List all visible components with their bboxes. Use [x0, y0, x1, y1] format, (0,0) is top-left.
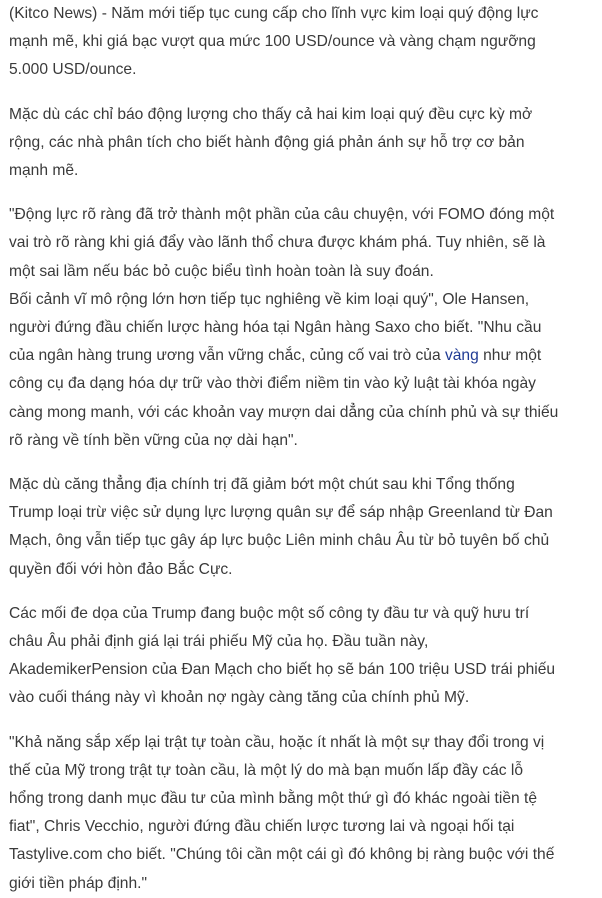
article-paragraph [9, 600, 602, 713]
text-line: thế của Mỹ trong trật tự toàn cầu, là một lý do mà bạn muốn lấp đầy các lỗ [9, 761, 524, 779]
text-line: càng mong manh, với các khoản vay mượn dai dẳng của chính phủ và sự thiếu [9, 403, 559, 421]
text-line: "Khả năng sắp xếp lại trật tự toàn cầu, hoặc ít nhất là một sự thay đổi trong vị [9, 733, 545, 751]
text-line: 5.000 USD/ounce. [9, 61, 137, 79]
text-line: AkademikerPension của Đan Mạch cho biết họ sẽ bán 100 triệu USD trái phiếu [9, 661, 556, 679]
text-line: vào cuối tháng này vì khoản nợ ngày càng tăng của chính phủ Mỹ. [9, 689, 470, 707]
text-line: Tastylive.com cho biết. "Chúng tôi cần một cái gì đó không bị ràng buộc với thế [9, 846, 555, 864]
text-line: giới tiền pháp định." [9, 874, 148, 892]
text-line: "Động lực rõ ràng đã trở thành một phần của câu chuyện, với FOMO đóng một [9, 206, 555, 224]
text-line: một sai lầm nếu bác bỏ cuộc biểu tình hoàn toàn là suy đoán. [9, 262, 434, 280]
text-line: quyền đối với hòn đảo Bắc Cực. [9, 560, 233, 578]
text-line: Mặc dù căng thẳng địa chính trị đã giảm bớt một chút sau khi Tổng thống [9, 476, 515, 494]
text-line: công cụ đa dạng hóa dự trữ vào thời điểm niềm tin vào kỷ luật tài khóa ngày [9, 375, 536, 393]
text-line [9, 342, 602, 370]
article-paragraph [9, 0, 602, 85]
text-line: Trump loại trừ việc sử dụng lực lượng quân sự để sáp nhập Greenland từ Đan [9, 504, 553, 522]
text-segment: của ngân hàng trung ương vẫn vững chắc, củng cố vai trò của [9, 347, 445, 365]
text-line: rõ ràng về tính bền vững của nợ dài hạn". [9, 431, 298, 449]
text-line: mạnh mẽ. [9, 162, 79, 180]
article-paragraph [9, 471, 602, 584]
text-line: rộng, các nhà phân tích cho biết hành động giá phản ánh sự hỗ trợ cơ bản [9, 133, 525, 151]
text-line: châu Âu phải định giá lại trái phiếu Mỹ của họ. Đầu tuần này, [9, 633, 429, 651]
text-line: fiat", Chris Vecchio, người đứng đầu chiến lược tương lai và ngoại hối tại [9, 818, 515, 836]
text-line: hổng trong danh mục đầu tư của mình bằng một thứ gì đó khác ngoài tiền tệ [9, 790, 538, 808]
text-line: Mặc dù các chỉ báo động lượng cho thấy cả hai kim loại quý đều cực kỳ mở [9, 105, 533, 123]
article-paragraph [9, 101, 602, 186]
text-line: Các mối đe dọa của Trump đang buộc một số công ty đầu tư và quỹ hưu trí [9, 604, 530, 622]
article-paragraph [9, 201, 602, 455]
article-paragraph [9, 729, 602, 898]
gold-link[interactable]: vàng [444, 347, 479, 365]
text-line: Mạch, ông vẫn tiếp tục gây áp lực buộc Liên minh châu Âu từ bỏ tuyên bố chủ [9, 532, 550, 550]
text-line: Bối cảnh vĩ mô rộng lớn hơn tiếp tục nghiêng về kim loại quý", Ole Hansen, [9, 290, 530, 308]
text-line: người đứng đầu chiến lược hàng hóa tại Ngân hàng Saxo cho biết. "Nhu cầu [9, 319, 542, 337]
text-line: mạnh mẽ, khi giá bạc vượt qua mức 100 USD/ounce và vàng chạm ngưỡng [9, 33, 536, 51]
text-line: (Kitco News) - Năm mới tiếp tục cung cấp cho lĩnh vực kim loại quý động lực [9, 5, 539, 22]
text-line: vai trò rõ ràng khi giá đẩy vào lãnh thổ chưa được khám phá. Tuy nhiên, sẽ là [9, 234, 546, 252]
text-segment: như một [478, 347, 542, 365]
